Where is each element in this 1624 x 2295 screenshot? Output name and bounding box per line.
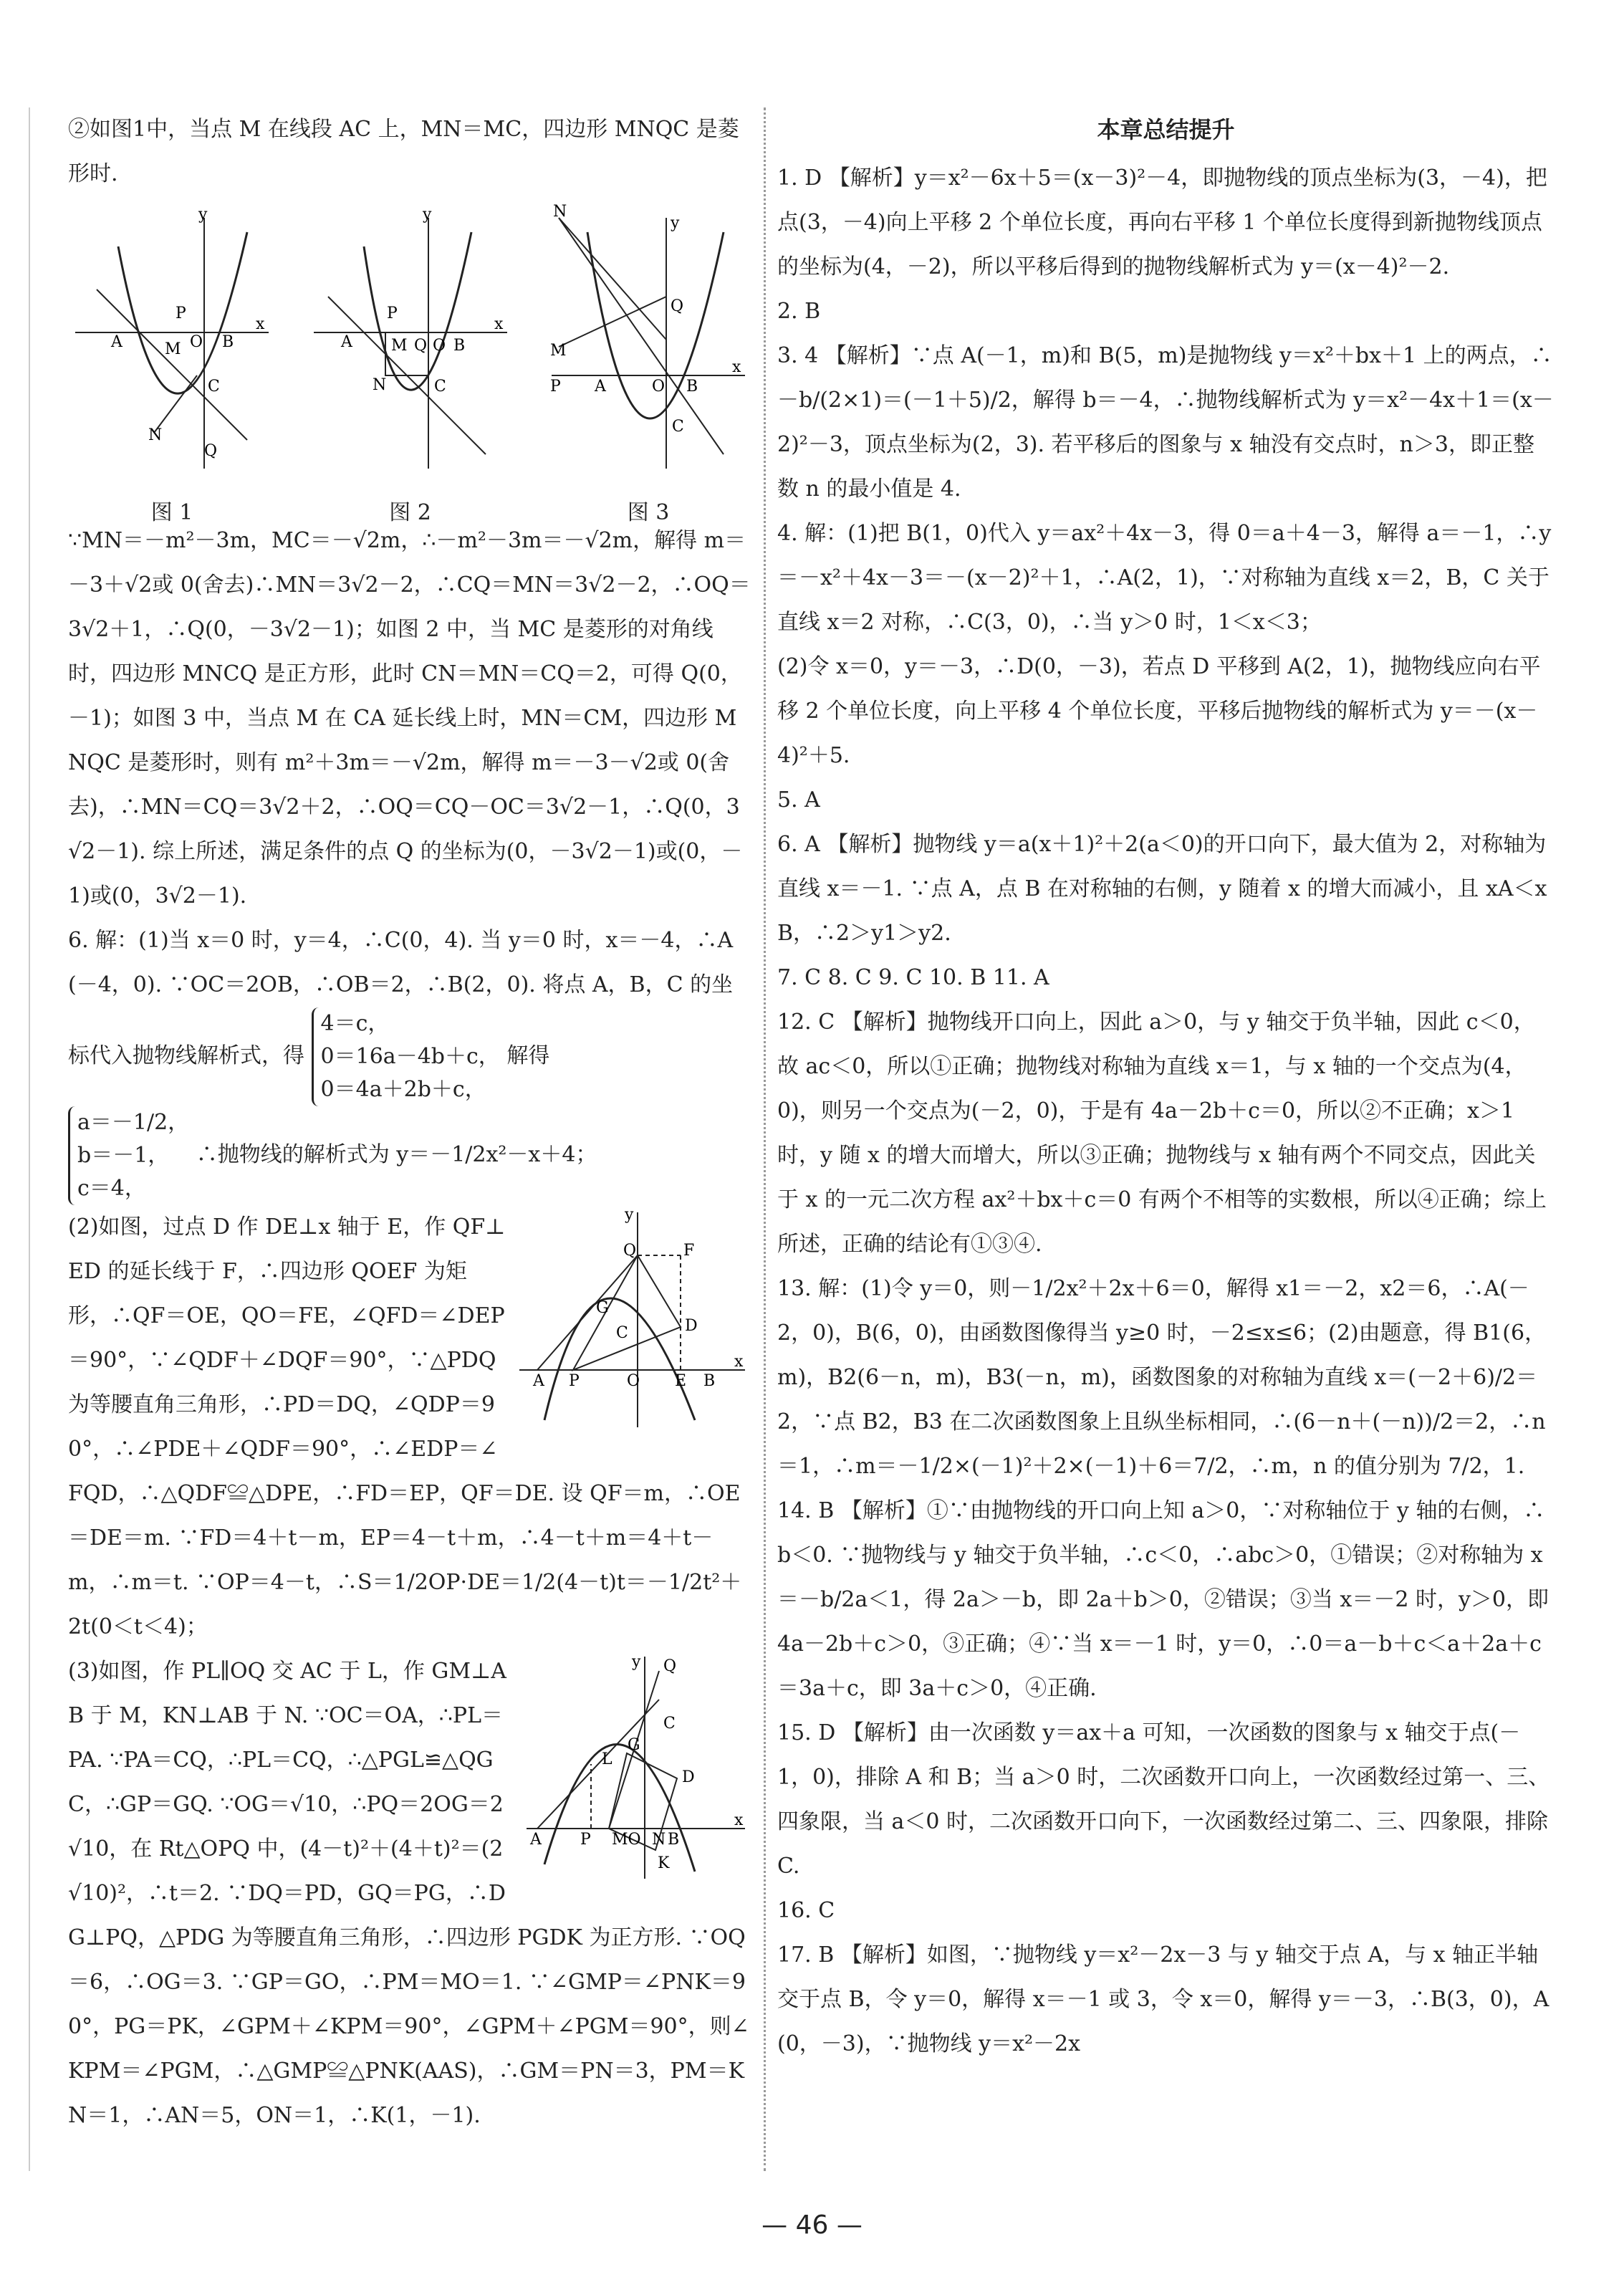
svg-text:P: P [569,1372,580,1390]
svg-text:y: y [671,214,680,232]
equation-system-2 [68,1106,189,1205]
svg-text:C: C [433,378,446,396]
svg-text:C: C [663,1715,676,1733]
answer-item: (2)令 x＝0，y＝－3，∴D(0，－3)，若点 D 平移到 A(2，1)，抛物线应向右平移 2 个单位长度，向上平移 4 个单位长度，平移后抛物线的解析式为 y＝－(x－4)²＋5. [777,654,1541,768]
problem-6-part-3: (3)如图，作 PL∥OQ 交 AC 于 L，作 GM⊥AB 于 M，KN⊥AB 于 N. ∵OC＝OA，∴PL＝PA. ∵PA＝CQ，∴PL＝CQ，∴△PGL≌△QGC，∴GP＝GQ. ∵OG＝√10，∴PQ＝2OG＝2√10，在 Rt△OPQ 中，(4－t)²＋(4＋t)²＝(2√10)²，∴t＝2. ∵DQ＝PD，GQ＝PG，∴DG⊥PQ，△PDG 为等腰直角三角形，∴四边形 PGDK 为正方形. ∵OQ＝6，∴OG＝3. ∵GP＝GO，∴PM＝MO＝1. ∵∠GMP＝∠PNK＝90°，PG＝PK，∠GPM＋∠KPM＝90°，∠GPM＋∠PGM＝90°，则∠KPM＝∠PGM，∴△GMP≌△PNK(AAS)，∴GM＝PN＝3，PM＝KN＝1，∴AN＝5，ON＝1，∴K(1，－1). [68,1659,749,2128]
svg-text:M: M [550,342,567,360]
svg-text:Q: Q [623,1242,637,1260]
svg-text:G: G [628,1736,640,1754]
answer-item: 1. D 【解析】y＝x²－6x＋5＝(x－3)²－4，即抛物线的顶点坐标为(3，－4)，把点(3，－4)向上平移 2 个单位长度，再向右平移 1 个单位长度得到新抛物线顶点的坐标为(4，－2)，所以平移后得到的抛物线解析式为 y＝(x－4)²－2. [777,166,1547,279]
figure-problem-6-part-2 [516,1205,752,1457]
svg-text:y: y [632,1653,641,1671]
equation-line: c＝4， [77,1176,146,1201]
figure-6-2-graph [516,1205,752,1442]
svg-text:N: N [372,376,386,394]
svg-text:x: x [494,315,503,333]
svg-text:MO: MO [612,1831,641,1849]
svg-text:B: B [668,1831,680,1849]
answer-item: 4. 解：(1)把 B(1，0)代入 y＝ax²＋4x－3，得 0＝a＋4－3，解得 a＝－1，∴y＝－x²＋4x－3＝－(x－2)²＋1，∴A(2，1)，∵对称轴为直线 x＝2，B，C 关于直线 x＝2 对称，∴C(3，0)，∴当 y＞0 时，1＜x＜3； [777,521,1552,635]
svg-text:P: P [580,1831,591,1849]
figure-3 [544,203,752,525]
figure-1 [68,203,276,525]
svg-text:A: A [533,1372,544,1390]
answer-item: 5. A [777,787,820,813]
figure-6-3-graph [523,1649,752,1886]
answer-item: 17. B 【解析】如图，∵抛物线 y＝x²－2x－3 与 y 轴交于点 A，与 x 轴正半轴交于点 B，令 y＝0，解得 x＝－1 或 3，令 x＝0，解得 y＝－3，∴B(3，0)，A(0，－3)，∵抛物线 y＝x²－2x [777,1942,1549,2056]
svg-text:Q: Q [671,297,684,315]
figure-1-caption: 图 1 [150,500,193,525]
svg-text:P: P [550,378,561,396]
svg-text:N: N [148,426,163,444]
svg-text:B: B [453,337,465,355]
svg-text:O: O [627,1372,640,1390]
figure-2-graph [307,203,514,483]
left-margin-line [29,107,30,2171]
answer-item: 3. 4 【解析】∵点 A(－1，m)和 B(5，m)是抛物线 y＝x²＋bx＋1 上的两点，∴－b/(2×1)＝(－1＋5)/2，解得 b＝－4，∴抛物线解析式为 y＝x²－4x＋1＝(x－2)²－3，顶点坐标为(2，3). 若平移后的图象与 x 轴没有交点时，n＞3，即正整数 n 的最小值是 4. [777,343,1554,502]
problem-6-part-1 [68,919,752,1106]
svg-text:D: D [682,1768,695,1786]
svg-text:G: G [596,1299,609,1317]
answer-item: 14. B 【解析】①∵由抛物线的开口向上知 a＞0，∵对称轴位于 y 轴的右侧，∴b＜0. ∵抛物线与 y 轴交于负半轴，∴c＜0，∴abc＞0，①错误；②对称轴为 x＝－b/2a＜1，得 2a＞－b，即 2a＋b＞0，②错误；③当 x＝－2 时，y＞0，即 4a－2b＋c＞0，③正确；④∵当 x＝－1 时，y＝0，∴0＝a－b＋c＜a＋2a＋c＝3a＋c，即 3a＋c＞0，④正确. [777,1498,1549,1701]
figure-2 [307,203,514,525]
svg-text:Q: Q [663,1657,677,1675]
svg-text:L: L [602,1750,612,1768]
svg-text:B: B [222,333,234,351]
svg-text:C: C [672,418,684,436]
figure-1-graph [68,203,276,483]
svg-text:x: x [734,1353,744,1371]
problem-6-part-2: (2)如图，过点 D 作 DE⊥x 轴于 E，作 QF⊥ED 的延长线于 F，∴四边形 QOEF 为矩形，∴QF＝OE，QO＝FE，∠QFD＝∠DEP＝90°，∵∠QDF＋∠DQF＝90°，∵△PDQ 为等腰直角三角形，∴PD＝DQ，∠QDP＝90°，∴∠PDE＋∠QDF＝90°，∴∠EDP＝∠FQD，∴△QDF≌△DPE，∴FD＝EP，QF＝DE. 设 QF＝m，∴OE＝DE＝m. ∵FD＝4＋t－m，EP＝4－t＋m，∴4－t＋m＝4＋t－m，∴m＝t. ∵OP＝4－t，∴S＝1/2OP·DE＝1/2(4－t)t＝－1/2t²＋2t(0＜t＜4)； [68,1214,742,1639]
svg-text:x: x [732,358,741,376]
svg-text:A: A [340,333,352,351]
svg-text:E: E [675,1372,687,1390]
left-column [68,107,752,2138]
figure-3-caption: 图 3 [627,500,670,525]
problem-6-intro: 6. 解：(1)当 x＝0 时，y＝4，∴C(0，4). 当 y＝0 时，x＝－4，∴A(－4，0). ∵OC＝2OB，∴OB＝2，∴B(2，0). 将点 A，B，C 的坐标代入抛物线解析式，得 [68,928,734,1068]
solve-label: 解得 [506,1043,550,1068]
svg-text:F: F [683,1242,695,1260]
svg-text:y: y [198,206,208,224]
svg-text:O: O [652,378,666,396]
svg-text:B: B [686,378,698,396]
column-divider [764,107,766,2171]
parabola-expression: ∴抛物线的解析式为 y＝－1/2x²－x＋4； [196,1142,597,1167]
svg-text:y: y [422,206,431,224]
svg-text:O: O [432,337,446,355]
answer-item: 2. B [777,299,821,324]
section-title: 本章总结提升 [1097,116,1235,143]
svg-text:M: M [165,340,181,358]
paragraph-rhombus-intro: ②如图1中，当点 M 在线段 AC 上，MN＝MC，四边形 MNQC 是菱形时. [68,117,739,186]
svg-text:A: A [530,1831,542,1849]
answer-item: 15. D 【解析】由一次函数 y＝ax＋a 可知，一次函数的图象与 x 轴交于点(－1，0)，排除 A 和 B；当 a＞0 时，二次函数开口向上，一次函数经过第一、三、四象限，当 a＜0 时，二次函数开口向下，一次函数经过第二、三、四象限，排除 C. [777,1720,1550,1879]
svg-text:N: N [652,1831,666,1849]
equation-line: b＝－1， [77,1143,170,1168]
svg-text:P: P [386,305,398,322]
answer-item: 16. C [777,1898,835,1923]
page-number: — 46 — [761,2210,863,2240]
equation-line: 0＝16a－4b＋c， [320,1044,500,1069]
svg-text:x: x [256,315,265,333]
svg-text:B: B [703,1372,716,1390]
equation-line: 4＝c， [320,1011,390,1036]
svg-text:Q: Q [204,442,218,460]
svg-text:Q: Q [413,337,427,355]
svg-text:P: P [176,305,186,322]
equation-system-1 [312,1007,500,1106]
right-column [777,107,1555,2066]
answer-item: 7. C 8. C 9. C 10. B 11. A [777,965,1049,990]
answer-item: 6. A 【解析】抛物线 y＝a(x＋1)²＋2(a＜0)的开口向下，最大值为 2，对称轴为直线 x＝－1. ∵点 A，点 B 在对称轴的右侧，y 随着 x 的增大而减小，且 xA＜xB，∴2＞y1＞y2. [777,832,1547,946]
svg-text:C: C [616,1324,628,1342]
svg-text:N: N [553,203,567,221]
svg-text:O: O [190,333,203,351]
svg-text:A: A [595,378,606,396]
problem-6-result [68,1106,752,1205]
figure-problem-6-part-3 [523,1649,752,1902]
equation-line: a＝－1/2， [77,1110,190,1135]
paragraph-solution-cases: ∵MN＝－m²－3m，MC＝－√2m，∴－m²－3m＝－√2m，解得 m＝－3＋√2或 0(舍去)∴MN＝3√2－2，∴CQ＝MN＝3√2－2，∴OQ＝3√2＋1，∴Q(0，－3√2－1)；如图 2 中，当 MC 是菱形的对角线时，四边形 MNCQ 是正方形，此时 CN＝MN＝CQ＝2，可得 Q(0，－1)；如图 3 中，当点 M 在 CA 延长线上时，MN＝CM，四边形 MNQC 是菱形时，则有 m²＋3m＝－√2m，解得 m＝－3－√2或 0(舍去)，∴MN＝CQ＝3√2＋2，∴OQ＝CQ－OC＝3√2－1，∴Q(0，3√2－1). 综上所述，满足条件的点 Q 的坐标为(0，－3√2－1)或(0，－1)或(0，3√2－1). [68,528,751,909]
svg-text:x: x [734,1811,744,1829]
svg-text:A: A [111,333,122,351]
svg-text:D: D [685,1317,698,1335]
svg-text:K: K [658,1854,670,1872]
figure-2-caption: 图 2 [389,500,431,525]
answer-item: 12. C 【解析】抛物线开口向上，因此 a＞0，与 y 轴交于负半轴，因此 c＜0，故 ac＜0，所以①正确；抛物线对称轴为直线 x＝1，与 x 轴的一个交点为(4，0)，则另一个交点为(－2，0)，于是有 4a－2b＋c＝0，所以②不正确；x＞1 时，y 随 x 的增大而增大，所以③正确；抛物线与 x 轴有两个不同交点，因此关于 x 的一元二次方程 ax²＋bx＋c＝0 有两个不相等的实数根，所以④正确；综上所述，正确的结论有①③④. [777,1010,1547,1257]
equation-line: 0＝4a＋2b＋c， [320,1077,486,1102]
figure-3-graph [544,203,752,483]
svg-text:C: C [208,378,220,396]
svg-text:y: y [625,1206,634,1224]
svg-text:M: M [390,337,408,355]
answer-item: 13. 解：(1)令 y＝0，则－1/2x²＋2x＋6＝0，解得 x1＝－2，x2＝6，∴A(－2，0)，B(6，0)，由函数图像得当 y≥0 时，－2≤x≤6；(2)由题意，得 B1(6，m)，B2(6－n，m)，B3(－n，m)，函数图象的对称轴为直线 x＝(－2＋6)/2＝2，∵点 B2，B3 在二次函数图象上且纵坐标相同，∴(6－n＋(－n))/2＝2，∴n＝1，∴m＝－1/2×(－1)²＋2×(－1)＋6＝7/2，∴m，n 的值分别为 7/2，1. [777,1276,1547,1479]
figure-row [68,203,752,525]
